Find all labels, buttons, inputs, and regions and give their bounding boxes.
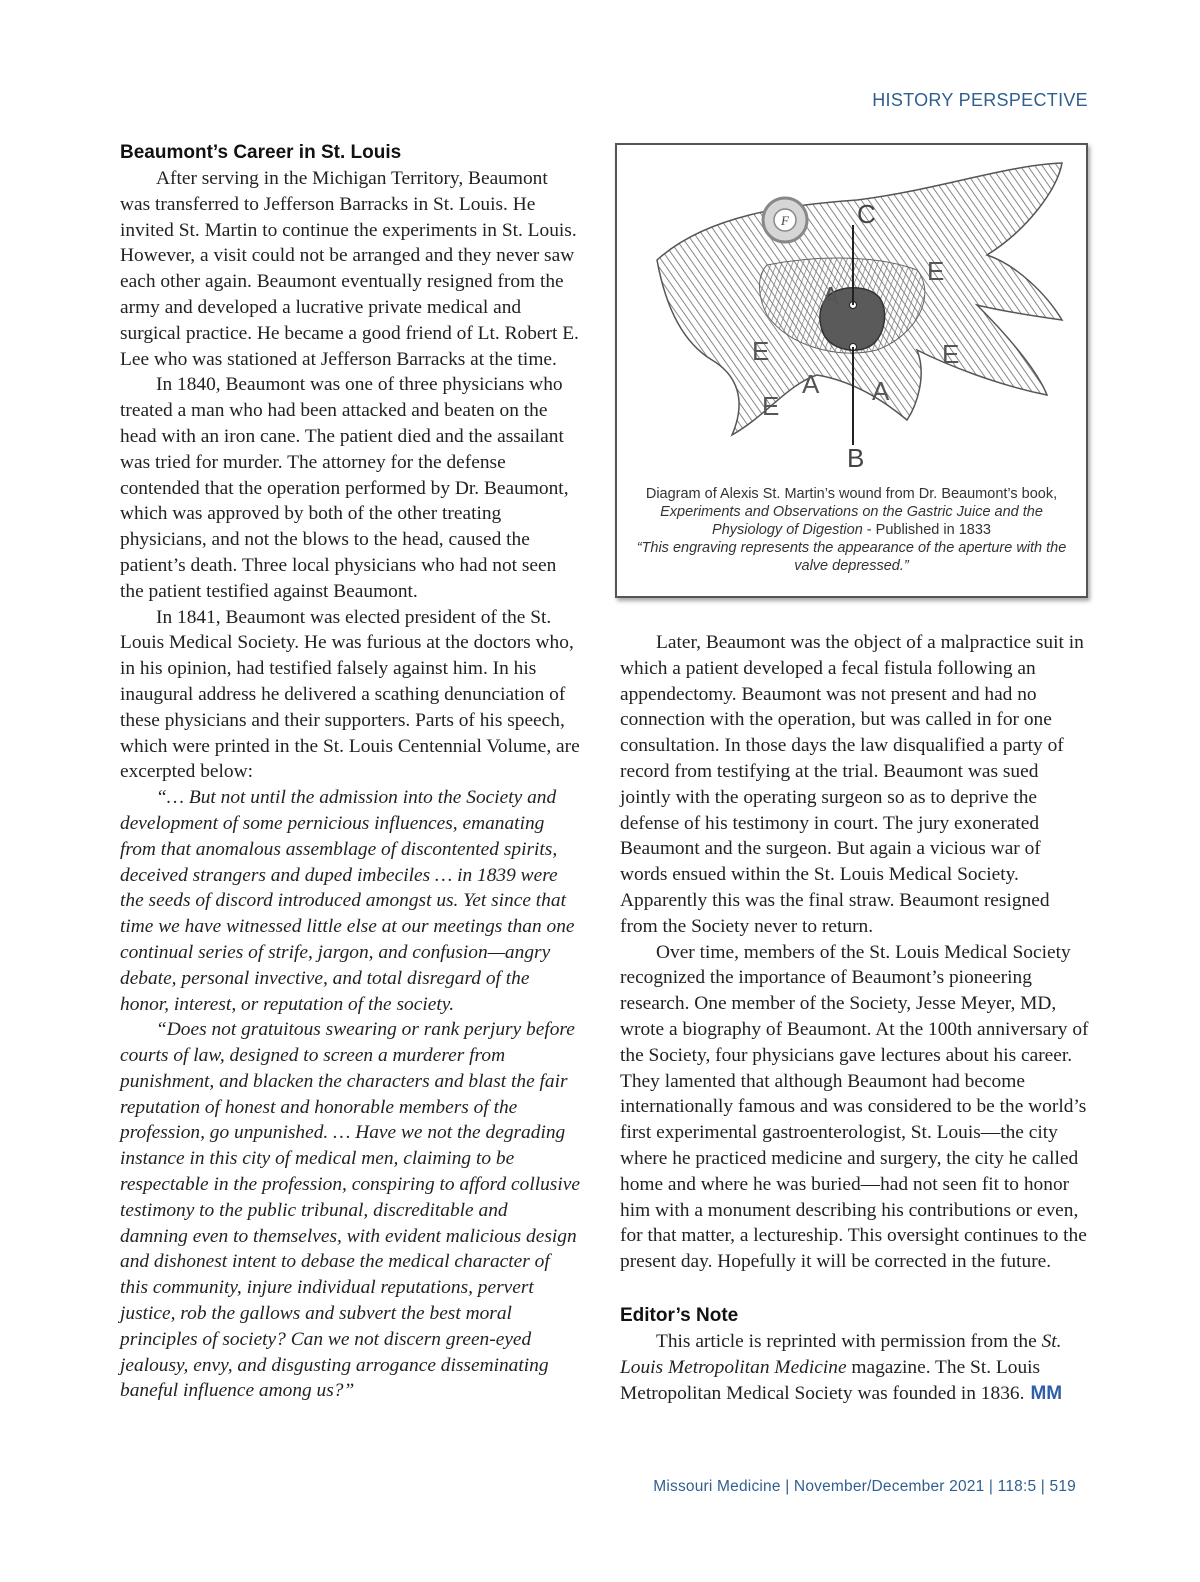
caption-book-title: Experiments and Observations on the Gastric Juice and the Physiology of Digestion — [660, 504, 1043, 538]
paragraph: Later, Beaumont was the object of a malpractice suit in which a patient developed a fecal fistula following an appendectomy. Beaumont was not present and had no connection with the operation, but was called in for one consultation. In those days the law disqualified a party of record from testifying at the trial. Beaumont was sued jointly with the operating surgeon so as to deprive the defense of his testimony in court. The jury exonerated Beaumont and the surgeon. But again a vicious war of words ensued within the St. Louis Medical Society. Apparently this was the final straw. Beaumont resigned from the Society never to return. — [620, 632, 1084, 937]
figure-label-f: F — [781, 213, 789, 228]
caption-published: - Published in 1833 — [862, 522, 991, 538]
figure-label-e: E — [927, 256, 945, 286]
figure-label-e: E — [942, 339, 960, 369]
quote-paragraph: “… But not until the admission into the Society and development of some pernicious influences, emanating from that anomalous assemblage of discontented spirits, deceived strangers and duped imbeciles … in 1839 were the seeds of discord introduced amongst us. Yet since that time we have witnessed little else at our meetings than one continual series of strife, jargon, and confusion—angry debate, personal invective, and total disregard of the honor, interest, or reputation of the society. — [120, 787, 575, 1015]
figure-label-a: A — [872, 376, 890, 406]
figure-label-a: A — [802, 369, 820, 399]
figure-label-e: E — [762, 391, 780, 421]
caption-text: Diagram of Alexis St. Martin’s wound from Dr. Beaumont’s book, — [645, 486, 1058, 502]
figure-label-b: B — [847, 443, 865, 473]
end-mark: MM — [1030, 1382, 1063, 1404]
quote-paragraph: “Does not gratuitous swearing or rank perjury before courts of law, designed to screen a murderer from punishment, and blacken the characters and blast the fair reputation of honest and honorable members of the profession, go unpunished. … Have we not the degrading instance in this city of medical men, claiming to be respectable in the profession, conspiring to afford collusive testimony to the public tribunal, discreditable and damning even to themselves, with evident malicious design and dishonest intent to debase the medical character of this community, injure individual reputations, pervert justice, rob the gallows and subvert the best moral principles of society? Can we not discern green-eyed jealousy, envy, and disgusting arrogance disseminating baneful influence among us?” — [120, 1019, 580, 1402]
figure-label-e: E — [752, 336, 770, 366]
paragraph: In 1840, Beaumont was one of three physicians who treated a man who had been attacked and beaten on the head with an iron cane. The patient died and the assailant was tried for murder. The attorney for the defense contended that the operation performed by Dr. Beaumont, which was approved by both of the other treating physicians, and not the blows to the head, caused the patient’s death. Three local physicians who had not seen the patient testified against Beaumont. — [120, 374, 569, 602]
figure-box — [615, 143, 1088, 598]
right-column — [620, 630, 1090, 1406]
page-footer: Missouri Medicine | November/December 2021 | 118:5 | 519 — [653, 1478, 1076, 1495]
figure-caption — [627, 485, 1076, 575]
figure-label-c: C — [857, 199, 876, 229]
left-column — [120, 140, 580, 1404]
editors-note-paragraph — [620, 1329, 1090, 1406]
magazine-title: St. Louis Metropolitan Medicine — [620, 1330, 1062, 1378]
editors-note-text: magazine. The St. Louis Metropolitan Medical Society was founded in 1836. — [620, 1356, 1041, 1404]
paragraph: Over time, members of the St. Louis Medical Society recognized the importance of Beaumont’s pioneering research. One member of the Society, Jesse Meyer, MD, wrote a biography of Beaumont. At the 100th anniversary of the Society, four physicians gave lectures about his career. They lamented that although Beaumont had become internationally famous and was considered to be the world’s first experimental gastroenterologist, St. Louis—the city where he practiced medicine and surgery, the city he called home and where he was buried—had not seen fit to honor him with a monument describing his contributions or even, for that matter, a lectureship. This oversight continues to the present day. Hopefully it will be corrected in the future. — [620, 941, 1089, 1273]
paragraph: In 1841, Beaumont was elected president of the St. Louis Medical Society. He was furious at the doctors who, in his opinion, had testified falsely against him. In his inaugural address he delivered a scathing denunciation of these physicians and their supporters. Parts of his speech, which were printed in the St. Louis Centennial Volume, are excerpted below: — [120, 606, 580, 783]
section-tag: HISTORY PERSPECTIVE — [872, 90, 1088, 110]
figure-label-a: A — [822, 281, 840, 311]
caption-quote: “This engraving represents the appearance of the aperture with the valve depressed.” — [636, 540, 1067, 574]
wound-engraving — [617, 145, 1086, 475]
editors-note-heading: Editor’s Note — [620, 1304, 739, 1326]
editors-note-text: This article is reprinted with permission from the — [656, 1330, 1042, 1352]
paragraph: After serving in the Michigan Territory, Beaumont was transferred to Jefferson Barracks in St. Louis. He invited St. Martin to continue the experiments in St. Louis. However, a visit could not be arranged and they never saw each other again. Beaumont eventually resigned from the army and developed a lucrative private medical and surgical practice. He became a good friend of Lt. Robert E. Lee who was stationed at Jefferson Barracks at the time. — [120, 168, 579, 370]
section-heading: Beaumont’s Career in St. Louis — [120, 142, 402, 163]
